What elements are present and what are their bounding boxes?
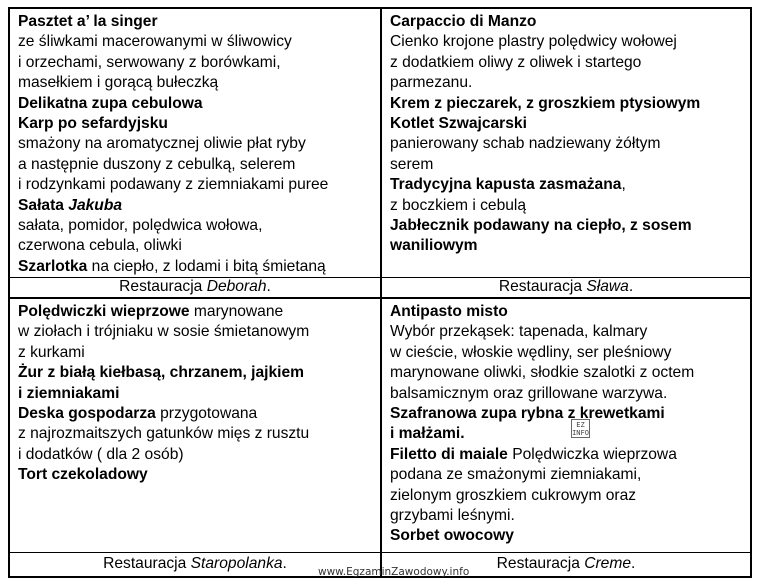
menu-line [390,73,750,93]
menu-line [390,196,750,216]
menu-line [390,12,750,32]
menu-text: z dodatkiem oliwy z oliwek i startego [390,53,642,71]
menu-line [18,114,380,134]
caption-deborah: Restauracja Deborah. [10,277,380,297]
menu-text: serem [390,155,434,173]
menu-text: Antipasto misto [390,303,508,320]
menu-text: smażony na aromatycznej oliwie płat ryby [18,135,306,153]
menu-line [390,363,750,383]
menu-text: Delikatna zupa cebulowa [18,94,203,112]
menu-text: i orzechami, serwowany z borówkami, [18,53,281,71]
menu-line [18,12,380,32]
menu-line [390,445,750,465]
menu-line [18,73,380,93]
menu-staropolanka [10,297,380,552]
menu-line [18,32,380,52]
menu-line [18,424,380,444]
menu-line [390,384,750,404]
menu-text: Karp po sefardyjsku [18,115,168,133]
menu-line [390,236,750,256]
menu-text: , [621,176,626,194]
menu-line [18,302,380,322]
menu-text: podana ze smażonymi ziemniakami, [390,466,642,484]
menu-text: z kurkami [18,343,85,361]
menu-text: Filetto di maiale [390,445,508,463]
menu-line [390,32,750,52]
menu-text: Carpaccio di Manzo [390,13,537,30]
menu-line [18,236,380,256]
menu-line [390,465,750,485]
menu-text: sałata, pomidor, polędwica wołowa, [18,217,263,235]
menu-line [390,114,750,134]
menu-deborah [10,9,380,277]
menu-text: parmezanu. [390,74,473,92]
menu-text: Krem z pieczarek, z groszkiem ptysiowym [390,94,701,112]
menu-text: Tradycyjna kapusta zasmażana [390,176,622,194]
menu-text: Szafranowa zupa rybna z krewetkami [390,405,665,423]
menu-text: a następnie duszony z cebulką, selerem [18,155,296,173]
menu-text: Pasztet a’ la singer [18,13,158,30]
menu-line [390,424,750,444]
caption-creme: Restauracja Creme. [380,552,750,576]
menu-text: Tort czekoladowy [18,466,148,484]
menu-text: grzybami leśnymi. [390,507,515,525]
menu-line [18,445,380,465]
menu-text: Cienko krojone plastry polędwicy wołowej [390,33,677,51]
menu-line [18,257,380,277]
menu-line [390,53,750,73]
menu-text: i ziemniakami [18,384,120,402]
menu-line [390,94,750,114]
menu-text: marynowane oliwki, słodkie szalotki z octem [390,364,695,382]
menu-line [390,134,750,154]
menu-line [18,175,380,195]
menu-text: balsamicznym oraz grillowane warzywa. [390,384,668,402]
menu-text: zielonym groszkiem cukrowym oraz [390,486,637,504]
menu-line [390,404,750,424]
menu-text: i rodzynkami podawany z ziemniakami puree [18,176,329,194]
menu-text: i dodatków ( dla 2 osób) [18,445,184,463]
menu-line [18,196,380,216]
menu-line [390,506,750,526]
menu-table [8,7,752,578]
watermark-stamp: EZ INFO [572,421,589,437]
menu-text: w ziołach i trójniaku w sosie śmietanowym [18,323,310,341]
menu-creme [380,297,750,552]
menu-line [390,216,750,236]
menu-line [390,155,750,175]
menu-text: Jakuba [68,196,123,214]
menu-line [18,384,380,404]
menu-text: na ciepło, z lodami i bitą śmietaną [87,257,326,275]
menu-line [18,343,380,363]
menu-line [390,526,750,546]
menu-text: Kotlet Szwajcarski [390,115,527,133]
menu-line [390,322,750,342]
menu-line [18,465,380,485]
menu-line [18,53,380,73]
menu-line [18,216,380,236]
menu-text: ze śliwkami macerowanymi w śliwowicy [18,33,292,51]
footer-url: www.EgzaminZawodowy.info [318,566,470,578]
menu-text: w cieście, włoskie wędliny, ser pleśniowy [390,343,672,361]
menu-text: Szarlotka [18,257,88,275]
menu-slawa [380,9,750,277]
menu-line [18,363,380,383]
menu-text: Polędwiczka wieprzowa [507,445,677,463]
menu-line [18,404,380,424]
menu-text: marynowane [189,303,284,320]
menu-line [18,94,380,114]
menu-text: Sorbet owocowy [390,527,514,545]
menu-text: masełkiem i gorącą bułeczką [18,74,219,92]
menu-text: Deska gospodarza [18,405,156,423]
menu-line [390,486,750,506]
caption-staropolanka: Restauracja Staropolanka. [10,552,380,576]
menu-line [390,175,750,195]
menu-text: Sałata [18,196,69,214]
menu-text: Jabłecznik podawany na ciepło, z sosem [390,217,692,235]
menu-line [18,134,380,154]
menu-line [390,343,750,363]
menu-text: z boczkiem i cebulą [390,196,527,214]
menu-text: Wybór przekąsek: tapenada, kalmary [390,323,648,341]
menu-text: i małżami. [390,425,465,443]
menu-text: waniliowym [390,237,478,255]
menu-line [18,155,380,175]
menu-text: Żur z białą kiełbasą, chrzanem, jajkiem [18,364,305,382]
caption-slawa: Restauracja Sława. [380,277,750,297]
menu-line [390,302,750,322]
menu-line [18,322,380,342]
menu-text: przygotowana [155,405,258,423]
menu-text: czerwona cebula, oliwki [18,237,182,255]
menu-text: z najrozmaitszych gatunków mięs z rusztu [18,425,310,443]
menu-text: Polędwiczki wieprzowe [18,303,190,320]
menu-text: panierowany schab nadziewany żółtym [390,135,661,153]
